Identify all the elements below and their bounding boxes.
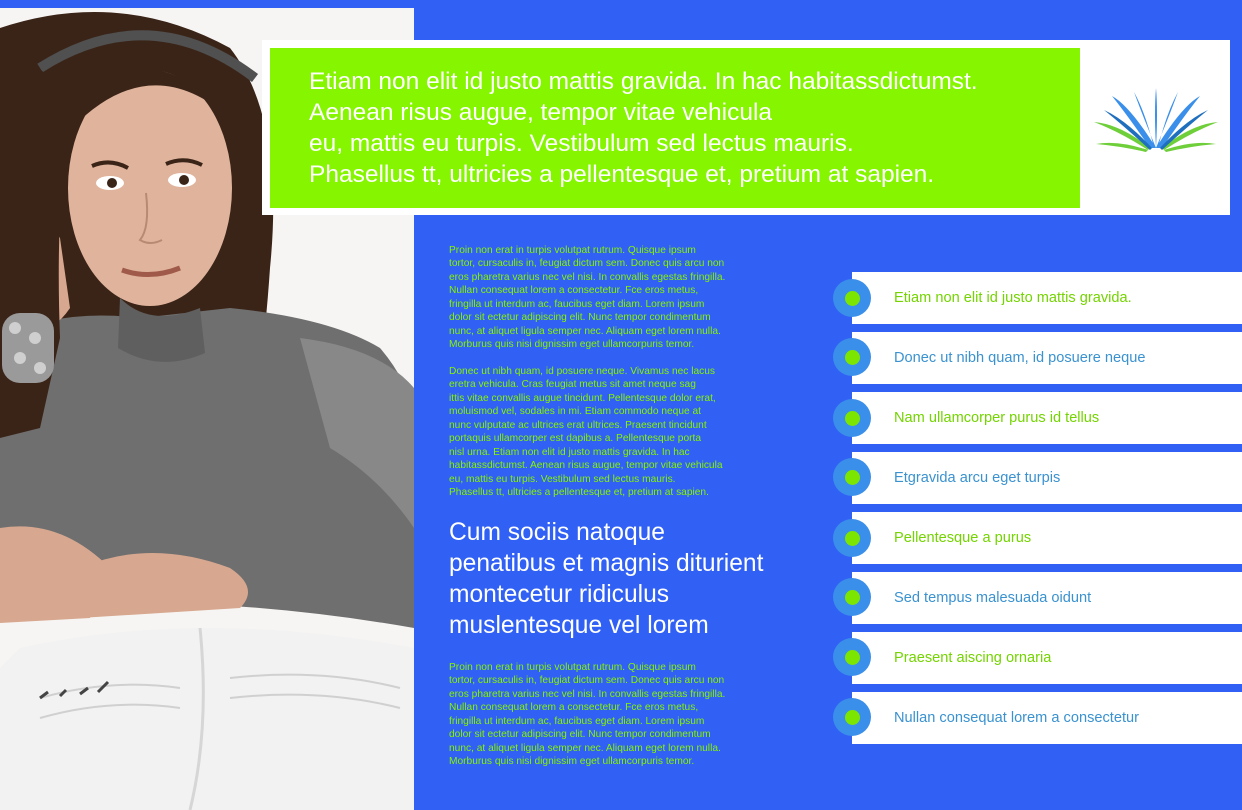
header-box [270,48,1080,208]
list-item-text: Sed tempus malesuada oidunt [894,590,1092,606]
list-item-text: Etiam non elit id justo mattis gravida. [894,290,1132,306]
bullet-icon [833,458,871,496]
paragraph-line: Nullan consequat lorem a consectetur. Fce eros metus, [449,285,699,297]
body-paragraph-2 [449,365,789,500]
subheading-line: Cum sociis natoque [449,519,665,546]
paragraph-line: Morburus quis nisi dignissim eget ullamcorpuris temor. [449,339,695,351]
paragraph-line: Donec ut nibh quam, id posuere neque. Vivamus nec lacus [449,366,715,377]
subheading-line: penatibus et magnis diturient [449,550,764,577]
bullet-icon [833,399,871,437]
paragraph-line: habitassdictumst. Aenean risus augue, tempor vitae vehicula [449,460,723,472]
list-item [852,692,1242,744]
list-item [852,512,1242,564]
paragraph-line: nunc, at aliquet ligula semper nec. Aliquam eget lorem nulla. [449,325,721,337]
subheading-line: montecetur ridiculus [449,581,670,608]
body-paragraph-3 [449,661,789,769]
bullet-icon [833,519,871,557]
paragraph-line: nunc, at aliquet ligula semper nec. Aliquam eget lorem nulla. [449,742,721,754]
header-line: Aenean risus augue, tempor vitae vehicula [309,99,773,126]
paragraph-line: dolor sit ectetur adipiscing elit. Nunc tempor condimentum [449,312,711,324]
paragraph-line: Phasellus tt, ultricies a pellentesque et, pretium at sapien. [449,487,709,499]
paragraph-line: Proin non erat in turpis volutpat rutrum. Quisque ipsum [449,245,696,256]
header-line: Etiam non elit id justo mattis gravida. In hac habitassdictumst. [309,68,978,95]
header-line: Phasellus tt, ultricies a pellentesque et, pretium at sapien. [309,161,935,188]
paragraph-line: eros pharetra varius nec vel nisi. In convallis egestas fringilla. [449,688,726,700]
subheading-line: muslentesque vel lorem [449,612,709,639]
paragraph-line: fringilla ut interdum ac, faucibus eget diam. Lorem ipsum [449,298,705,310]
right-blue-edge [1230,0,1242,215]
paragraph-line: dolor sit ectetur adipiscing elit. Nunc tempor condimentum [449,729,711,741]
list-item [852,332,1242,384]
paragraph-line: ittis vitae convallis augue tincidunt. Pellentesque dolor erat, [449,392,716,404]
paragraph-line: moluismod vel, sodales in mi. Etiam commodo neque at [449,406,701,418]
paragraph-line: tortor, cursaculis in, feugiat dictum sem. Donec quis arcu non [449,675,725,687]
list-item [852,572,1242,624]
paragraph-line: eu, mattis eu turpis. Vestibulum sed lectus mauris. [449,473,676,485]
list-item-text: Nam ullamcorper purus id tellus [894,410,1100,426]
list-item [852,272,1242,324]
paragraph-line: fringilla ut interdum ac, faucibus eget diam. Lorem ipsum [449,715,705,727]
list-item-text: Nullan consequat lorem a consectetur [894,710,1139,726]
list-item-text: Etgravida arcu eget turpis [894,470,1061,486]
top-blue-block [414,0,1242,40]
paragraph-line: eros pharetra varius nec vel nisi. In convallis egestas fringilla. [449,271,726,283]
bullet-icon [833,279,871,317]
list-item [852,632,1242,684]
bullet-icon [833,638,871,676]
list-item-text: Donec ut nibh quam, id posuere neque [894,350,1146,366]
paragraph-line: tortor, cursaculis in, feugiat dictum sem. Donec quis arcu non [449,258,725,270]
paragraph-line: Proin non erat in turpis volutpat rutrum. Quisque ipsum [449,662,696,673]
bullet-icon [833,578,871,616]
open-book-icon [1090,86,1222,156]
paragraph-line: eretra vehicula. Cras feugiat metus sit amet neque sag [449,379,696,391]
list-item-text: Praesent aiscing ornaria [894,650,1052,666]
list-item [852,392,1242,444]
header-line: eu, mattis eu turpis. Vestibulum sed lectus mauris. [309,130,854,157]
paragraph-line: nisl urna. Etiam non elit id justo mattis gravida. In hac [449,446,690,458]
subheading [449,517,819,641]
bullet-icon [833,338,871,376]
bullet-icon [833,698,871,736]
paragraph-line: nunc vulputate ac ultrices erat ultrices. Praesent tincidunt [449,419,707,431]
body-paragraph-1 [449,244,789,352]
list-item [852,452,1242,504]
paragraph-line: Nullan consequat lorem a consectetur. Fce eros metus, [449,702,699,714]
paragraph-line: portaquis ullamcorper est dapibus a. Pellentesque porta [449,433,702,445]
paragraph-line: Morburus quis nisi dignissim eget ullamcorpuris temor. [449,756,695,768]
list-item-text: Pellentesque a purus [894,530,1032,546]
